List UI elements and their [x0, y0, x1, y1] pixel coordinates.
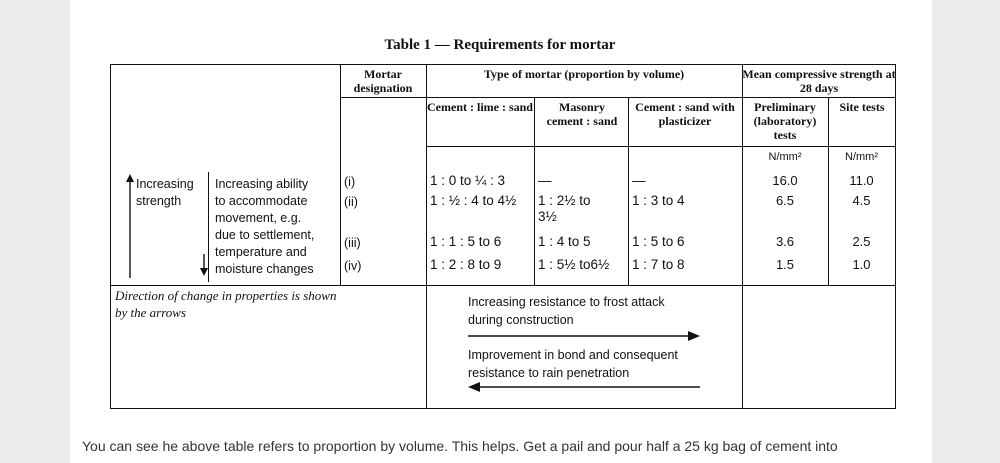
row-masonry: — — [538, 173, 552, 188]
row-plasticizer: 1 : 7 to 8 — [632, 257, 685, 272]
ability-line: moisture changes — [215, 262, 314, 276]
label-strength: strength — [136, 194, 182, 208]
col-divider-designation — [340, 64, 341, 285]
header-site: Site tests — [839, 100, 885, 114]
row-masonry: 1 : 5½ to6½ — [538, 257, 610, 272]
direction-note-continued: by the arrows — [115, 305, 187, 320]
row-plasticizer: 1 : 3 to 4 — [632, 193, 685, 208]
table-border-bottom — [110, 408, 896, 409]
row-designation: (i) — [344, 175, 356, 189]
row-masonry: 1 : 2½ to — [538, 193, 591, 208]
ability-line: due to settlement, — [215, 228, 315, 242]
arrow-right-icon — [468, 331, 700, 341]
arrow-down-icon — [200, 254, 208, 276]
header-preliminary: Preliminary (laboratory) tests — [753, 100, 817, 142]
row-site: 1.0 — [852, 257, 871, 272]
arrow-up-icon — [126, 174, 134, 278]
table-border-right — [895, 64, 896, 409]
col-divider-masonry — [534, 97, 535, 285]
row-cement-lime-sand: 1 : 1 : 5 to 6 — [430, 234, 502, 249]
row-designation: (iii) — [344, 236, 361, 250]
row-preliminary: 1.5 — [775, 257, 795, 272]
ability-line: movement, e.g. — [215, 211, 302, 225]
subheader-divider — [426, 146, 896, 147]
table-title: Table 1 — Requirements for mortar — [384, 37, 616, 53]
header-type: Type of mortar (proportion by volume) — [483, 67, 685, 81]
table-border-top — [110, 64, 896, 65]
header-cement-lime-sand: Cement : lime : sand — [427, 100, 533, 114]
bond-improvement-text-continued: resistance to rain penetration — [468, 366, 630, 380]
label-divider — [208, 172, 209, 282]
mortar-table — [110, 64, 896, 409]
row-masonry: 1 : 4 to 5 — [538, 234, 591, 249]
header-plasticizer: Cement : sand with plasticizer — [635, 100, 735, 128]
direction-note: Direction of change in properties is shown — [115, 288, 337, 303]
header-designation — [340, 67, 426, 95]
frost-resistance-text: Increasing resistance to frost attack — [468, 295, 665, 309]
col-divider-site — [828, 97, 829, 285]
header-divider — [340, 97, 896, 98]
header-strength: Mean compressive strength at 28 days — [742, 67, 896, 95]
row-preliminary: 3.6 — [775, 234, 795, 249]
ability-line: to accommodate — [215, 194, 308, 208]
col-divider-type — [426, 64, 427, 409]
unit-site: N/mm² — [845, 151, 878, 163]
ability-line: Increasing ability — [215, 177, 309, 191]
ability-line: temperature and — [215, 245, 307, 259]
row-designation: (ii) — [344, 195, 358, 209]
row-cement-lime-sand: 1 : ½ : 4 to 4½ — [430, 193, 517, 208]
body-paragraph: You can see he above table refers to proportion by volume. This helps. Get a pail and pour half a 25 kg bag of cement into — [82, 438, 838, 454]
arrow-left-icon — [468, 382, 700, 392]
row-cement-lime-sand: 1 : 2 : 8 to 9 — [430, 257, 502, 272]
row-preliminary: 6.5 — [775, 193, 795, 208]
bond-improvement-text: Improvement in bond and consequent — [468, 348, 678, 362]
unit-preliminary: N/mm² — [768, 151, 802, 163]
row-plasticizer: — — [632, 173, 646, 188]
frost-resistance-text-continued: during construction — [468, 313, 574, 327]
row-site: 11.0 — [849, 173, 874, 188]
row-plasticizer: 1 : 5 to 6 — [632, 234, 685, 249]
table-border-left — [110, 64, 111, 409]
row-masonry-continued: 3½ — [538, 209, 557, 224]
header-designation-text: Mortar designation — [353, 67, 413, 95]
row-cement-lime-sand: 1 : 0 to ¼ : 3 — [430, 173, 506, 188]
row-preliminary: 16.0 — [772, 173, 798, 188]
data-bottom-divider — [110, 285, 896, 286]
row-designation: (iv) — [344, 259, 362, 273]
header-masonry: Masonry cement : sand — [546, 100, 618, 128]
label-increasing: Increasing — [136, 177, 194, 191]
row-site: 4.5 — [852, 193, 871, 208]
row-site: 2.5 — [852, 234, 871, 249]
